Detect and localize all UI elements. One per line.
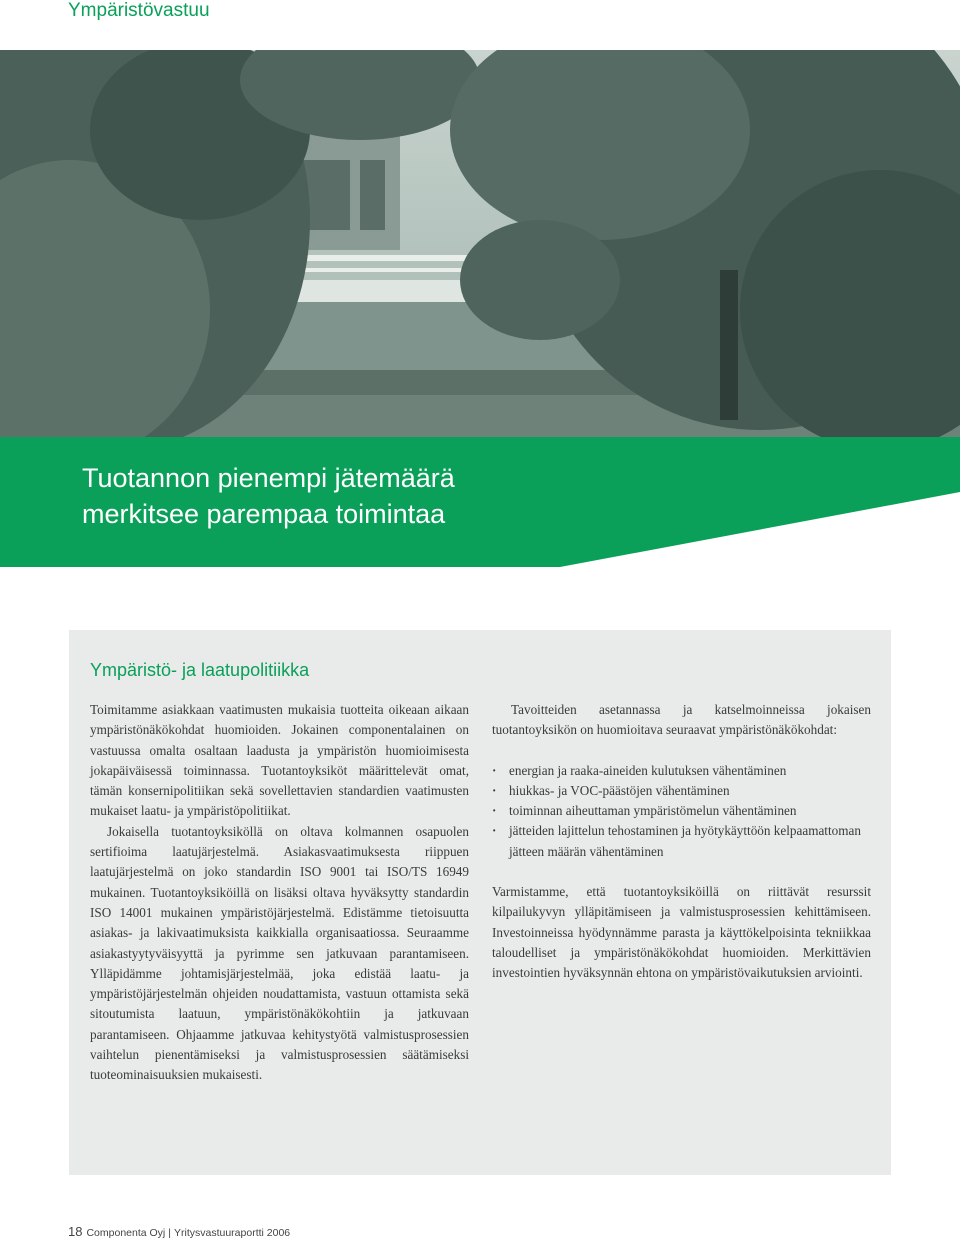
section-label: Ympäristövastuu [68,0,210,21]
banner-title [82,460,455,532]
banner-title-line1: Tuotannon pienempi jätemäärä [82,463,455,493]
title-banner [0,437,960,567]
right-intro: Tavoitteiden asetannassa ja katselmoinneissa jokaisen tuotantoyksikön on huomioitava seuraavat ympäristönäkökohdat: [492,702,871,738]
banner-title-line2: merkitsee parempaa toimintaa [82,499,446,529]
report-name: Yritysvastuuraportti 2006 [174,1227,291,1239]
panel-heading: Ympäristö- ja laatupolitiikka [90,660,310,680]
left-paragraph-2: Jokaisella tuotantoyksiköllä on oltava kolmannen osapuolen sertifioima laatujärjestelmä. Asiakasvaatimuksesta riippuen laatujärjestelmä on joko standardin ISO 9001 tai ISO/TS 16949 mukainen. Tuotantoyksiköillä on lisäksi oltava hyväksytty standardin ISO 14001 mukainen ympäristöjärjestelmä. Edistämme tietoisuutta asiakas- ja lakivaatimuksista kaikkialla organisaatiossa. Seuraamme asiakastyytyväisyyttä ja pyrimme sen jatkuvaan parantamiseen. Ylläpidämme johtamisjärjestelmää, joka edistää laatu- ja ympäristöjärjestelmän ohjeiden noudattamista, vastuun ottamista sekä sitoutumista laatuun, ympäristönäkökohtiin ja jatkuvaan parantamiseen. Ohjaamme jatkuvaa kehitystyötä valmistusprosessien vaihtelun pienentämiseksi ja valmistusprosessien säätämiseksi tuoteominaisuuksien mukaisesti. [90,823,469,1083]
list-item: · energian ja raaka-aineiden kulutuksen vähentäminen [492,761,871,781]
river-bridge-photo [0,50,960,440]
policy-panel [69,630,891,1175]
list-item: · jätteiden lajittelun tehostaminen ja hyötykäyttöön kelpaamattoman jätteen määrän vähentäminen [492,821,871,862]
footer-separator: | [168,1227,171,1239]
left-column [90,700,469,1086]
list-item: · toiminnan aiheuttaman ympäristömelun vähentäminen [492,801,871,821]
company-name: Componenta Oyj [86,1227,166,1239]
left-paragraph-1: Toimitamme asiakkaan vaatimusten mukaisia tuotteita oikeaan aikaan ympäristönäkökohdat huomioiden. Jokainen componentalainen on vastuussa omalta osaltaan laadusta ja ympäristön huomioimisesta jokapäiväisessä toiminnassa. Tuotantoyksiköt määrittelevät omat, tämän konsernipolitiikan sekä sovellettavien standardien vaatimusten mukaiset laatu- ja ympäristöpolitiikat. [90,702,469,819]
right-closing: Varmistamme, että tuotantoyksiköillä on riittävät resurssit kilpailukyvyn ylläpitämiseen ja valmistusprosessien kehittämiseen. Investoinneissa hyödynnämme parasta ja käyttökelpoisinta tekniikkaa taloudelliset ja ympäristönäkökohdat huomioiden. Merkittävien investointien hyväksynnän ehtona on ympäristövaikutuksien arviointi. [492,884,871,981]
objectives-list [492,761,871,862]
page-footer [68,1224,290,1239]
photo-illustration [0,50,960,440]
page-number: 18 [68,1224,83,1239]
list-item: · hiukkas- ja VOC-päästöjen vähentäminen [492,781,871,801]
right-column [492,700,871,984]
